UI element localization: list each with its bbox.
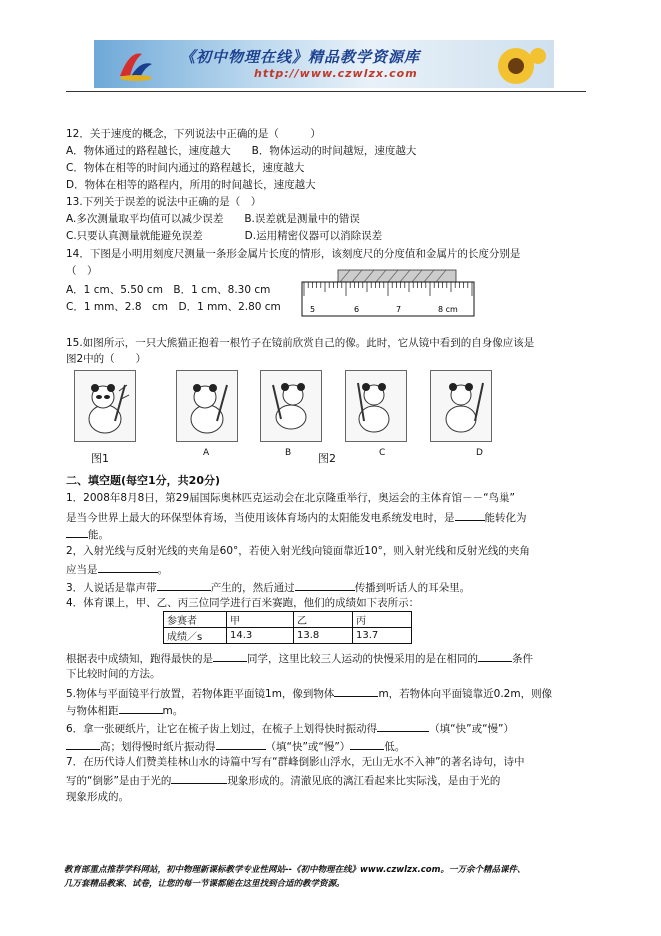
table-cell: 成绩／s	[164, 628, 227, 644]
ruler-label-5: 5	[310, 305, 316, 314]
f3-line: 3．人说话是靠声带 产生的，然后通过 传播到听话人的耳朵里。	[66, 579, 470, 595]
q12-stem: 12．关于速度的概念，下列说法中正确的是（ ）	[66, 128, 321, 140]
option-a-label: A	[203, 448, 210, 458]
table-row	[164, 628, 412, 644]
table-cell: 14.3	[227, 628, 294, 644]
option-b-image	[260, 370, 322, 442]
q13-stem: 13.下列关于误差的说法中正确的是（ ）	[66, 196, 262, 208]
f5-blank-1	[334, 685, 378, 697]
table-cell: 甲	[227, 612, 294, 628]
f1-line-1: 1．2008年8月8日，第29届国际奥林匹克运动会在北京隆重举行，奥运会的主体育馆－－“鸟巢”	[66, 492, 516, 504]
q13-options-cd: C.只要认真测量就能避免误差 D.运用精密仪器可以消除误差	[66, 230, 383, 242]
footer-line-2: 几万套精品教案、试卷，让您的每一节课都能在这里找到合适的教学资源。	[64, 879, 345, 889]
f7-line-1: 7．在历代诗人们赞美桂林山水的诗篇中写有“群峰倒影山浮水，无山无水不入神”的著名诗句，诗中	[66, 756, 525, 768]
table-cell: 丙	[353, 612, 412, 628]
f5-line-1: 5.物体与平面镜平行放置，若物体距平面镜1m，像到物体 m，若物体向平面镜靠近0.2m，则像	[66, 685, 552, 701]
f7-blank-1	[171, 772, 227, 784]
q14-options-ab: A．1 cm、5.50 cm B．1 cm、8.30 cm	[66, 284, 271, 296]
table-cell: 乙	[294, 612, 353, 628]
ruler-label-6: 6	[354, 305, 360, 314]
f6-line-2: 高；划得慢时纸片振动得 （填“快”或“慢”） 低。	[66, 738, 405, 754]
f4-line-2: 根据表中成绩知，跑得最快的是 同学，这里比较三人运动的快慢采用的是在相同的 条件	[66, 650, 533, 666]
metal-strip	[338, 270, 456, 282]
f7-line-2: 写的“倒影”是由于光的 现象形成的。清澈见底的漓江看起来比实际浅，是由于光的	[66, 772, 500, 788]
option-a-image	[176, 370, 238, 442]
f1-line-2: 是当今世界上最大的环保型体育场，当使用该体育场内的太阳能发电系统发电时，是 能转化为	[66, 509, 527, 525]
f1-blank-2	[66, 526, 88, 538]
q15-stem-2: 图2中的（ ）	[66, 353, 147, 365]
section-2-title: 二、填空题(每空1分，共20分)	[66, 474, 221, 487]
footer-line-1: 教育部重点推荐学科网站，初中物理新课标教学专业性网站--《初中物理在线》www.czwlzx.com。一万余个精品课件、	[64, 865, 526, 875]
panda-icon	[261, 371, 321, 441]
option-c-label: C	[379, 448, 386, 458]
f4-line-1: 4．体育课上，甲、乙、丙三位同学进行百米赛跑，他们的成绩如下表所示：	[66, 597, 420, 609]
header-title: 《初中物理在线》精品教学资源库	[180, 48, 421, 66]
figure-1-panda	[74, 370, 136, 442]
option-d-label: D	[476, 448, 483, 458]
f5-line-2: 与物体相距 m。	[66, 702, 183, 718]
table-cell: 13.7	[353, 628, 412, 644]
option-d-image	[430, 370, 492, 442]
logo-icon	[116, 46, 156, 82]
f6-line-1: 6．拿一张硬纸片，让它在梳子齿上划过，在梳子上划得快时振动得 （填“快”或“慢”）	[66, 720, 514, 736]
f6-blank-2	[66, 738, 100, 750]
panda-icon	[75, 371, 135, 441]
f5-blank-2	[119, 702, 163, 714]
header-rule	[66, 91, 586, 92]
q15-stem: 15.如图所示，一只大熊猫正抱着一根竹子在镜前欣赏自己的像。此时，它从镜中看到的自身像应该是	[66, 337, 535, 349]
q14-paren: （ ）	[66, 265, 98, 277]
header-banner	[94, 40, 554, 88]
panda-icon	[431, 371, 491, 441]
f7-line-3: 现象形成的。	[66, 791, 129, 803]
table-cell: 13.8	[294, 628, 353, 644]
figure-1-caption: 图1	[91, 452, 109, 465]
q14-options-cd: C．1 mm、2.8 cm D．1 mm、2.80 cm	[66, 301, 281, 313]
option-b-label: B	[285, 448, 292, 458]
f1-line-3: 能。	[66, 526, 109, 542]
panda-icon	[177, 371, 237, 441]
f1-blank-1	[455, 509, 485, 521]
table-row	[164, 612, 412, 628]
option-c-image	[345, 370, 407, 442]
f3-blank-2	[295, 579, 355, 591]
q12-option-d: D．物体在相等的路程内，所用的时间越长，速度越大	[66, 179, 316, 191]
figure-2-caption: 图2	[318, 452, 336, 465]
panda-icon	[346, 371, 406, 441]
ruler-label-8: 8 cm	[438, 305, 458, 314]
f4-line-3: 下比较时间的方法。	[66, 668, 161, 680]
f2-blank	[98, 561, 158, 573]
ruler-label-7: 7	[396, 305, 402, 314]
q12-option-c: C．物体在相等的时间内通过的路程越长，速度越大	[66, 162, 305, 174]
f3-blank-1	[157, 579, 211, 591]
f6-blank-4	[350, 738, 384, 750]
f4-blank-1	[213, 650, 247, 662]
header-url: http://www.czwlzx.com	[254, 67, 418, 80]
score-table	[163, 611, 412, 644]
f4-blank-2	[478, 650, 512, 662]
f2-line-2: 应当是 。	[66, 561, 168, 577]
f6-blank-3	[216, 738, 266, 750]
q12-options-ab: A．物体通过的路程越长，速度越大 B．物体运动的时间越短，速度越大	[66, 145, 417, 157]
sunflower-icon	[486, 44, 546, 88]
ruler-figure	[296, 268, 481, 320]
table-cell: 参赛者	[164, 612, 227, 628]
f2-line-1: 2，入射光线与反射光线的夹角是60°，若使入射光线向镜面靠近10°，则入射光线和反射光线的夹角	[66, 545, 530, 557]
q14-stem: 14．下图是小明用刻度尺测量一条形金属片长度的情形，该刻度尺的分度值和金属片的长度分别是	[66, 248, 521, 260]
f6-blank-1	[377, 720, 429, 732]
q13-options-ab: A.多次测量取平均值可以减少误差 B.误差就是测量中的错误	[66, 213, 360, 225]
